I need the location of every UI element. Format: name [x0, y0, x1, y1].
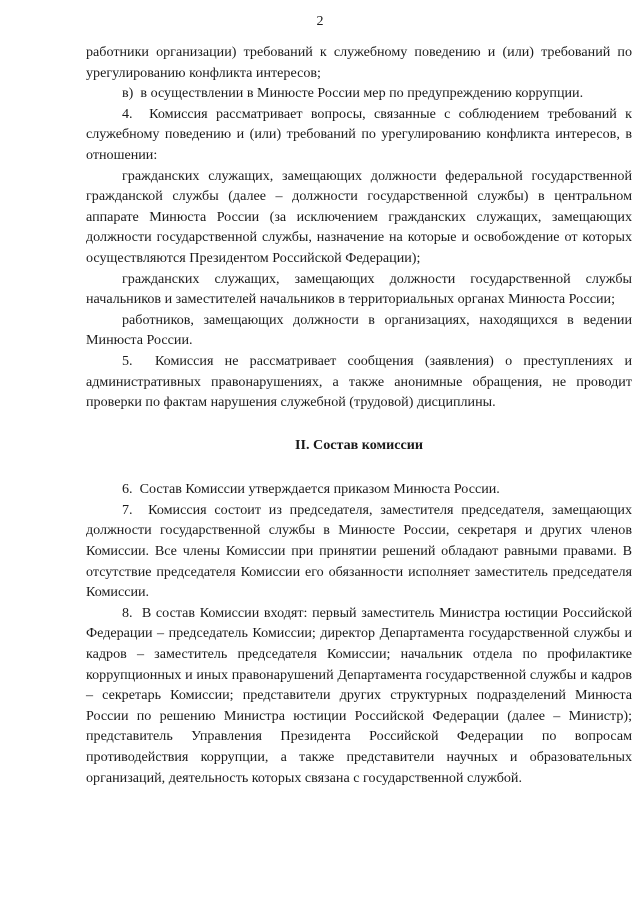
paragraph-item-v: в) в осуществлении в Минюсте России мер по предупреждению коррупции.: [122, 85, 584, 102]
paragraph-6: 6. Состав Комиссии утверждается приказом Минюста России.: [122, 481, 500, 498]
paragraph-4-central-staff: гражданских служащих, замещающих должности федеральной государственной гражданской службы (далее – должности государственной службы) в центральном аппарате Минюста России (за исключением гражданских служащих, замещающих должности государственной службы, назначение на которые и освобождение от которых осуществляются Президентом Российской Федерации);: [86, 167, 632, 266]
paragraph-4-territorial-staff: гражданских служащих, замещающих должности государственной службы начальников и заместителей начальников в территориальных органах Минюста России;: [86, 270, 632, 308]
paragraph-8: 8. В состав Комиссии входят: первый заместитель Министра юстиции Российской Федерации – председатель Комиссии; директор Департамента государственной службы и кадров – заместитель председателя Комиссии; начальник отдела по профилактике коррупционных и иных правонарушений Департамента государственной службы и кадров – секретарь Комиссии; представители других структурных подразделений Минюста России по решению Министра юстиции Российской Федерации (далее – Министр); представитель Управления Президента Российской Федерации по вопросам противодействия коррупции, а также представители научных и образовательных организаций, деятельность которых связана с государственной службой.: [86, 604, 632, 786]
paragraph-4: 4. Комиссия рассматривает вопросы, связанные с соблюдением требований к служебному поведению и (или) требований по урегулированию конфликта интересов, в отношении:: [86, 105, 632, 163]
paragraph-7: 7. Комиссия состоит из председателя, заместителя председателя, замещающих должности государственной службы в Минюсте России, секретаря и других членов Комиссии. Все члены Комиссии при принятии решений обладают равными правами. В отсутствие председателя Комиссии его обязанности исполняет заместитель председателя Комиссии.: [86, 501, 632, 601]
paragraph-continuation: работники организации) требований к служебному поведению и (или) требований по урегулированию конфликта интересов;: [86, 44, 632, 81]
document-body: [86, 42, 632, 788]
page-number: 2: [316, 14, 324, 29]
section-heading: II. Состав комиссии: [295, 436, 423, 453]
paragraph-5: 5. Комиссия не рассматривает сообщения (заявления) о преступлениях и административных правонарушениях, а также анонимные обращения, не проводит проверки по фактам нарушения служебной (трудовой) дисциплины.: [86, 352, 632, 411]
paragraph-4-organization-workers: работников, замещающих должности в организациях, находящихся в ведении Минюста России.: [86, 311, 632, 349]
